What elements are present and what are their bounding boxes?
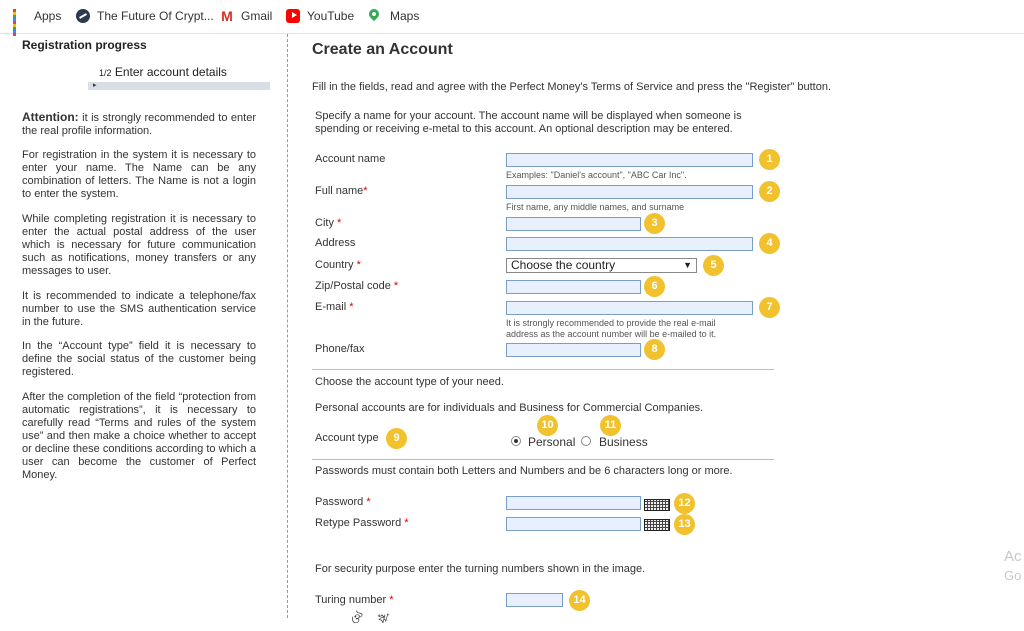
badge-4: 4 [759,233,780,254]
account-name-input[interactable] [506,153,753,167]
form-intro: Fill in the fields, read and agree with the Perfect Money's Terms of Service and press the "Register" button. [312,81,832,93]
bookmark-label: Maps [390,9,420,23]
address-label: Address [315,237,356,249]
account-name-description-2: spending or receiving e-metal to this account. An optional description may be entered. [315,123,733,135]
virtual-keyboard-icon[interactable] [644,519,670,531]
personal-radio[interactable] [511,436,521,446]
captcha-image: ঔ ঋ [350,611,394,626]
retype-password-input[interactable] [506,517,641,531]
turing-number-input[interactable] [506,593,563,607]
account-name-label: Account name [315,153,386,165]
zip-label [315,280,398,292]
crypto-icon [76,9,90,23]
section-divider [312,459,774,460]
bookmark-maps[interactable] [369,7,419,25]
badge-6: 6 [644,276,665,297]
registration-progress-bar [88,82,270,90]
badge-3: 3 [644,213,665,234]
activation-watermark-line1: Ac [1004,548,1022,565]
badge-8: 8 [644,339,665,360]
step-fraction: 1/2 [99,68,112,78]
bookmark-label: Gmail [241,9,273,23]
full-name-input[interactable] [506,185,753,199]
city-input[interactable] [506,217,641,231]
sidebar-heading: Registration progress [22,38,147,52]
step-label [99,66,227,80]
bookmark-label: The Future Of Crypt... [97,9,214,23]
help-paragraph-name: For registration in the system it is necessary to enter your name. The Name can be any combination of letters. The Name is not a login to enter the system. [22,149,256,200]
gmail-icon: M [221,8,233,24]
badge-14: 14 [569,590,590,611]
email-label [315,301,354,313]
zip-input[interactable] [506,280,641,294]
column-divider [287,34,288,618]
help-paragraph-address: While completing registration it is necessary to enter the actual postal address of the user which is necessary for future communication such as notifications, money transfers or any messages to user. [22,213,256,277]
virtual-keyboard-icon[interactable] [644,499,670,511]
country-label-text: Country [315,259,354,271]
full-name-label [315,185,368,197]
city-label [315,217,341,229]
password-label-text: Password [315,496,364,508]
zip-label-text: Zip/Postal code [315,280,391,292]
youtube-icon [286,9,300,23]
country-select-value: Choose the country [511,258,616,272]
activation-watermark-line2: Go [1004,568,1022,583]
required-mark: * [366,496,371,508]
security-instructions: For security purpose enter the turning numbers shown in the image. [315,563,646,575]
turing-number-label [315,594,393,606]
account-name-description-1: Specify a name for your account. The account name will be displayed when someone is [315,110,742,122]
country-label [315,259,361,271]
full-name-label-text: Full name [315,185,364,197]
bookmark-gmail[interactable] [220,7,272,25]
required-mark: * [393,280,399,292]
page-title: Create an Account [312,41,453,58]
account-type-label: Account type [315,432,379,444]
bookmark-crypto[interactable] [76,7,214,25]
business-radio-label[interactable]: Business [599,435,648,449]
section-divider [312,369,774,370]
retype-password-label [315,517,409,529]
account-name-hint: Examples: "Daniel's account", "ABC Car Inc". [506,170,687,180]
help-paragraph-terms: After the completion of the field “protection from automatic registrations”, it is necessary to carefully read “Terms and rules of the system use” and then make a choice whether to accept or decline these conditions according to which a user can become the customer of Perfect Money. [22,391,256,481]
badge-11: 11 [600,415,621,436]
bookmarks-bar [0,0,1024,34]
badge-7: 7 [759,297,780,318]
required-mark: * [404,517,409,529]
required-mark: * [337,217,342,229]
attention-text: it is strongly recommended to enter the real profile information. [22,112,256,137]
phone-label: Phone/fax [315,343,365,355]
attention-paragraph [22,111,256,138]
country-select[interactable] [506,258,697,273]
personal-radio-label[interactable]: Personal [528,435,576,449]
badge-5: 5 [703,255,724,276]
turing-number-label-text: Turing number [315,594,387,606]
apps-icon [13,9,27,23]
help-paragraph-phone: It is recommended to indicate a telephone/fax number to use the SMS authentication service in the future. [22,290,256,328]
badge-2: 2 [759,181,780,202]
bookmark-label: YouTube [307,9,355,23]
password-input[interactable] [506,496,641,510]
chevron-down-icon: ▼ [683,260,692,270]
bookmark-label: Apps [34,9,62,23]
required-mark: * [349,301,354,313]
email-input[interactable] [506,301,753,315]
phone-input[interactable] [506,343,641,357]
help-paragraph-account-type: In the “Account type” field it is necessary to define the social status of the customer being registered. [22,340,256,378]
password-rule: Passwords must contain both Letters and Numbers and be 6 characters long or more. [315,465,733,477]
badge-1: 1 [759,149,780,170]
required-mark: * [389,594,394,606]
attention-label: Attention: [22,110,79,124]
email-hint-2: address as the account number will be e-mailed to it. [506,329,717,339]
required-mark: * [363,185,368,197]
badge-13: 13 [674,514,695,535]
account-type-description: Personal accounts are for individuals and Business for Commercial Companies. [315,402,704,414]
required-mark: * [356,259,361,271]
city-label-text: City [315,217,334,229]
maps-icon [369,9,383,23]
retype-password-label-text: Retype Password [315,517,402,529]
email-label-text: E-mail [315,301,347,313]
badge-9: 9 [386,428,407,449]
progress-arrow-icon: ▸ [93,82,97,89]
bookmark-youtube[interactable] [286,7,354,25]
badge-12: 12 [674,493,695,514]
address-input[interactable] [506,237,753,251]
password-label [315,496,371,508]
step-text: Enter account details [114,65,227,79]
email-hint-1: It is strongly recommended to provide the real e-mail [506,318,716,328]
badge-10: 10 [537,415,558,436]
business-radio[interactable] [581,436,591,446]
full-name-hint: First name, any middle names, and surname [506,202,685,212]
account-type-intro: Choose the account type of your need. [315,376,504,388]
bookmark-apps[interactable] [13,7,61,25]
